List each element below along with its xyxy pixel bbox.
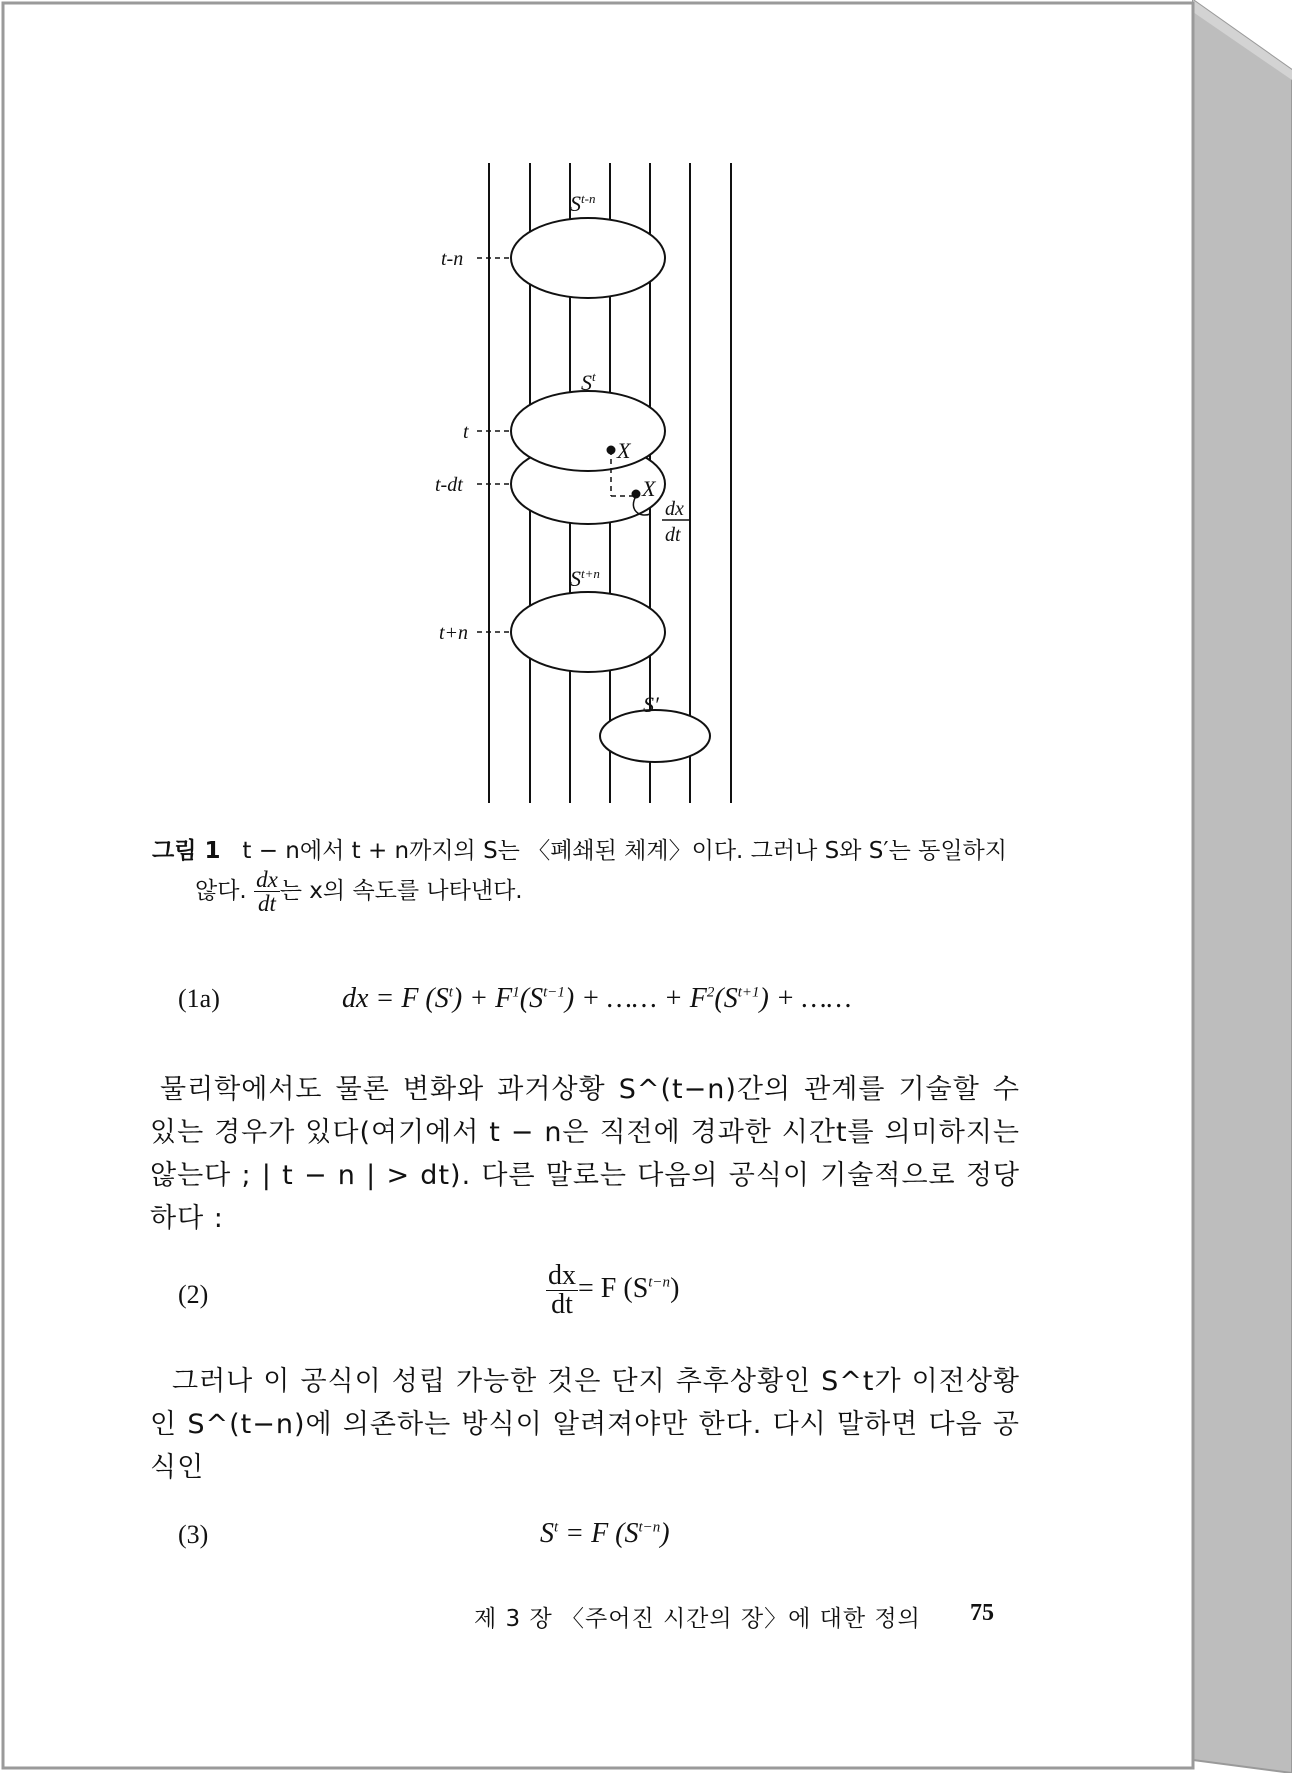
- page-number: 75: [970, 1600, 994, 1626]
- label-s-t-plus-n: $S^{t+n}$: [570, 566, 600, 591]
- label-x-prime: X: [642, 476, 656, 501]
- point-x-prime: [633, 491, 640, 498]
- label-s-t-n: $S^{t-n}$: [570, 191, 596, 216]
- caption-frac-den: dt: [257, 891, 276, 916]
- caption-fraction: [254, 868, 280, 915]
- caption-text-2a: 않다.: [195, 878, 247, 904]
- ellipse-s-prime: [600, 710, 710, 762]
- figure-caption-line-2: [195, 868, 523, 915]
- label-dt: dt: [665, 524, 681, 546]
- figure-number: 그림 1: [152, 838, 221, 864]
- label-s-prime: S′: [643, 692, 659, 717]
- paragraph-2: 그러나 이 공식이 성립 가능한 것은 단지 추후상황인 S^t가 이전상황인 S^(t−n)에 의존하는 방식이 알려져야만 한다. 다시 말하면 다음 공식인: [150, 1366, 1020, 1483]
- equation-number-2: (2): [178, 1280, 209, 1309]
- paragraph-1: 물리학에서도 물론 변화와 과거상황 S^(t−n)간의 관계를 기술할 수 있는 경우가 있다(여기에서 t − n은 직전에 경과한 시간t를 의미하지는 않는다 ; | t − n | > dt). 다른 말로는 다음의 공식이 기술적으로 정당하다 :: [150, 1074, 1020, 1234]
- label-s-t: $S^t$: [581, 369, 596, 395]
- equation-2-fraction: $\frac{dx}{dt}$: [548, 1260, 576, 1320]
- tick-t-plus-n: t+n: [439, 622, 469, 644]
- point-x: [608, 447, 615, 454]
- caption-frac-num: dx: [256, 867, 278, 892]
- equation-1a: dx = F $(S^t) + F^1(S^{t-1})$ + …… + $F^2(S^{t+1})$ + ……: [342, 983, 852, 1014]
- equation-3: $S^t = F$ $(S^{t-n})$: [540, 1518, 670, 1549]
- running-footer: 제 3 장 〈주어진 시간의 장〉에 대한 정의: [474, 1606, 921, 1632]
- tick-t: t: [463, 421, 469, 443]
- equation-2: $\frac{dx}{dt}$ = F $(S^{t-n})$: [548, 1260, 680, 1320]
- figure-caption-line-1: [152, 832, 1007, 865]
- label-dx: dx: [665, 498, 684, 520]
- ellipse-s-t-n: [511, 218, 665, 298]
- book-spine: [1193, 0, 1292, 1773]
- ellipse-s-t: [511, 391, 665, 471]
- caption-text-1: t − n에서 t + n까지의 S는 〈폐쇄된 체계〉이다. 그러나 S와 S′는 동일하지: [242, 838, 1007, 864]
- tick-t-dt: t-dt: [435, 474, 463, 496]
- caption-text-2b: 는 x의 속도를 나타낸다.: [279, 878, 523, 904]
- tick-t-n: t-n: [441, 248, 464, 270]
- equation-number-1a: (1a): [178, 984, 220, 1013]
- label-x: X: [617, 438, 631, 463]
- ellipse-s-t-plus-n: [511, 592, 665, 672]
- equation-number-3: (3): [178, 1520, 209, 1549]
